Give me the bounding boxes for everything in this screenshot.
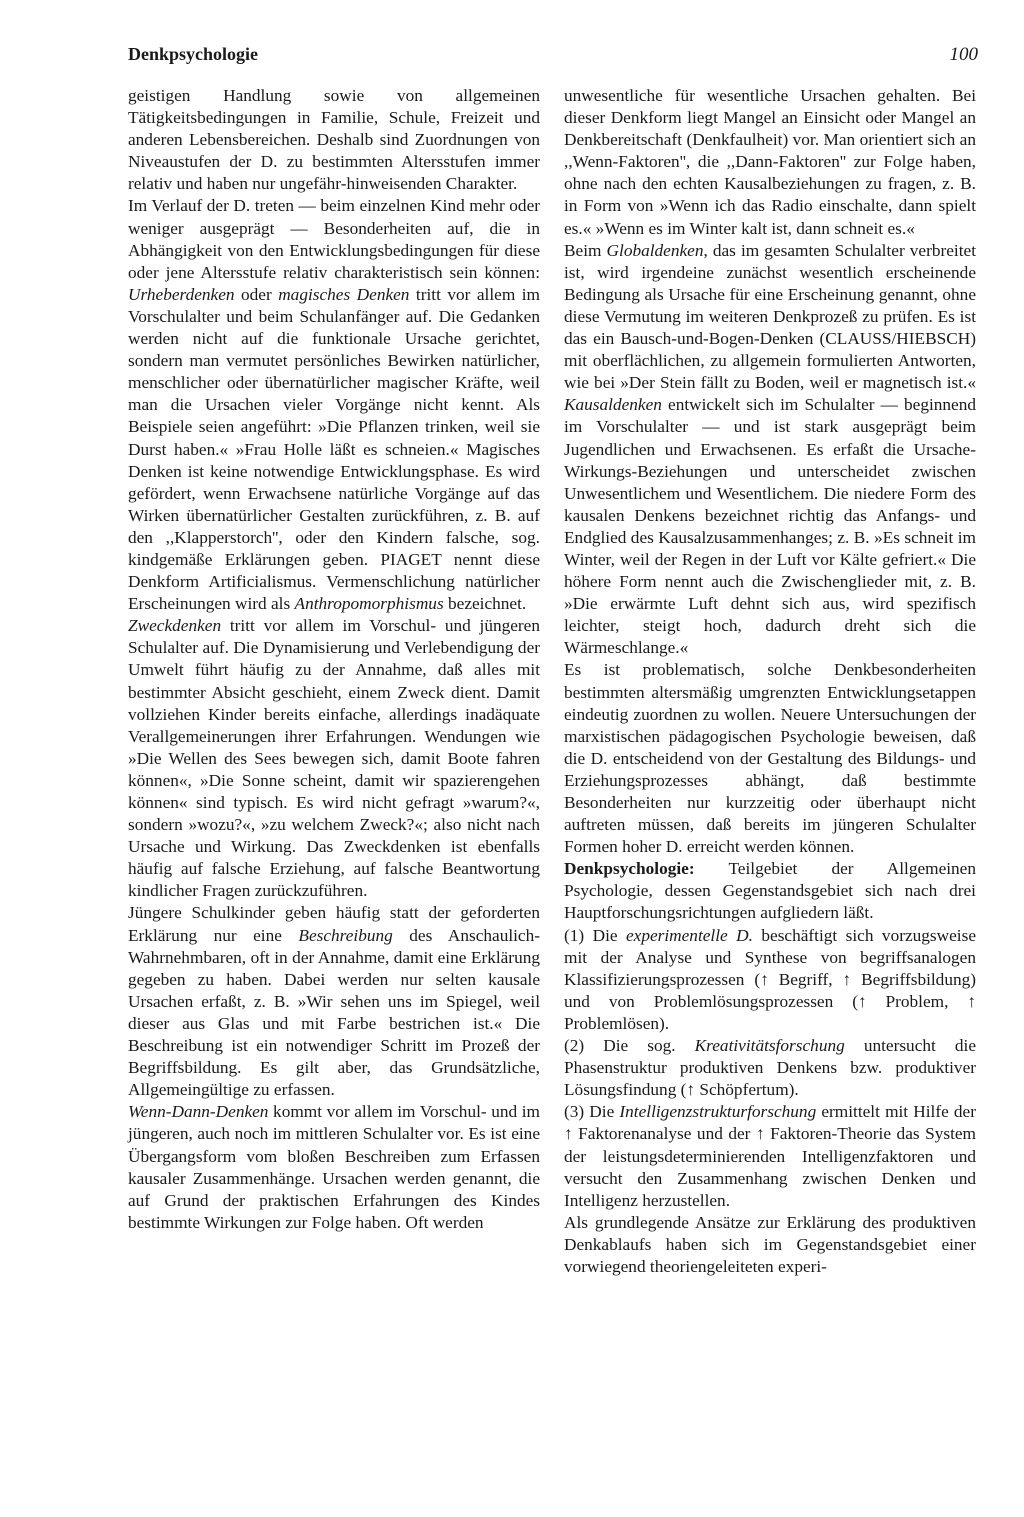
term: Kausaldenken [564, 395, 662, 415]
text-run: Es ist problematisch, solche Denkbesonderheiten bestimmten altersmäßig umgrenzten Entwicklungsetappen eindeutig zuordnen zu wollen. Neuere Untersuchungen der marxistischen pädagogischen Psychologie beweisen, daß die D. entscheidend von der Gestaltung des Bildungs- und Erziehungsprozesses abhängt, daß bestimmte Besonderheiten nur kurzzeitig oder überhaupt nicht auftreten müssen, daß bereits im jüngeren Schulalter Formen hoher D. erreicht werden können. [564, 660, 976, 857]
term: Wenn-Dann-Denken [128, 1102, 269, 1122]
term: Urheberdenken [128, 284, 235, 304]
text-run: (1) Die [564, 925, 626, 945]
page-header [128, 44, 978, 70]
list-item [564, 925, 976, 1035]
paragraph-beschreibung [128, 902, 540, 1101]
term: Anthropomorphismus [294, 594, 444, 614]
right-column [564, 85, 976, 1278]
term: Beschreibung [298, 925, 393, 945]
entry-headword: Denkpsychologie: [564, 859, 695, 879]
left-column [128, 85, 540, 1234]
term: Kreativitätsforschung [694, 1036, 845, 1056]
text-run: Im Verlauf der D. treten — beim einzelnen Kind mehr oder weniger ausgeprägt — Besonderheiten auf, die in Abhängigkeit von den Entwicklungsbedingungen für diese oder jene Altersstufe relativ charakteristisch sein können: [128, 196, 540, 282]
paragraph [564, 85, 976, 240]
dictionary-entry [564, 858, 976, 924]
page-number: 100 [949, 44, 978, 65]
list-item [564, 1101, 976, 1211]
paragraph-globaldenken [564, 240, 976, 660]
paragraph-wenn-dann-denken [128, 1101, 540, 1234]
text-run: , das im gesamten Schulalter verbreitet ist, wird irgendeine zunächst wesentlich erscheinende Bedingung als Ursache für eine Erscheinung genannt, ohne diese Vermutung im weiteren Denkprozeß zu prüfen. Es ist das ein Bausch-und-Bogen-Denken (CLAUSS/HIEBSCH) mit oberflächlichen, zu allgemein formulierten Antworten, wie bei »Der Stein fällt zu Boden, weil er magnetisch ist.« [564, 240, 976, 393]
paragraph [564, 659, 976, 858]
text-run: bezeichnet. [443, 594, 527, 614]
paragraph [128, 85, 540, 195]
text-run: ermittelt mit Hilfe der ↑ Faktorenanalyse und der ↑ Faktoren-Theorie das System der leistungsdeterminierenden Intelligenzfaktoren und versucht den Zusammenhang zwischen Denken und Intelligenz herzustellen. [564, 1102, 976, 1210]
text-run: tritt vor allem im Vorschul- und jüngeren Schulalter auf. Die Dynamisierung und Verlebendigung der Umwelt führt häufig zu der Annahme, daß alles mit bestimmter Absicht geschieht, einem Zweck dient. Damit vollziehen Kinder bereits einfache, allerdings inadäquate Verallgemeinerungen ihrer Erfahrungen. Wendungen wie »Die Wellen des Sees bewegen sich, damit Boote fahren können«, »Die Sonne scheint, damit wir spazierengehen können« sind typisch. Es wird nicht gefragt »warum?«, sondern »wozu?«, »zu welchem Zweck?«; also nicht nach Ursache und Wirkung. Das Zweckdenken ist ebenfalls häufig auf falsche Erziehung, auf falsche Beantwortung kindlicher Fragen zurückzuführen. [128, 616, 540, 901]
text-run: entwickelt sich im Schulalter — beginnend im Vorschulalter — und ist stark ausgeprägt beim Jugendlichen und Erwachsenen. Es erfaßt die Ursache-Wirkungs-Beziehungen und unterscheidet zwischen Unwesentlichem und Wesentlichem. Die niedere Form des kausalen Denkens bezeichnet richtig das Anfangs- und Endglied des Kausalzusammenhanges; z. B. »Es schneit im Winter, weil der Regen in der Luft vor Kälte gefriert.« Die höhere Form nennt auch die Zwischenglieder mit, z. B. »Die erwärmte Luft dehnt sich aus, wird spezifisch leichter, steigt hoch, dadurch dreht sich die Wärmeschlange.« [564, 395, 976, 658]
paragraph [564, 1212, 976, 1278]
text-run: geistigen Handlung sowie von allgemeinen Tätigkeitsbedingungen in Familie, Schule, Freizeit und anderen Lebensbereichen. Deshalb sind Zuordnungen von Niveaustufen der D. zu bestimmten Altersstufen immer relativ und haben nur ungefähr-hinweisenden Charakter. [128, 86, 540, 194]
text-run: oder [234, 284, 279, 304]
text-run: tritt vor allem im Vorschulalter und beim Schulanfänger auf. Die Gedanken werden nicht auf die funktionale Ursache gerichtet, sondern man vermutet persönliches Bewirken natürlicher, menschlicher oder übernatürlicher magischer Kräfte, weil man die Ursachen vieler Vorgänge nicht kennt. Als Beispiele seien angeführt: »Die Pflanzen trinken, weil sie Durst haben.« »Frau Holle läßt es schneien.« Magisches Denken ist keine notwendige Entwicklungsphase. Es wird gefördert, wenn Erwachsene natürliche Vorgänge auf das Wirken übernatürlicher Gestalten zurückführen, z. B. auf den ,,Klapperstorch'', oder den Kindern falsche, sog. kindgemäße Erklärungen geben. PIAGET nennt diese Denkform Artificialismus. Vermenschlichung natürlicher Erscheinungen wird als [128, 284, 540, 614]
text-run: (2) Die sog. [564, 1036, 695, 1056]
text-run: Beim [564, 240, 607, 260]
text-run: unwesentliche für wesentliche Ursachen gehalten. Bei dieser Denkform liegt Mangel an Einsicht oder Mangel an Denkbereitschaft (Denkfaulheit) vor. Man orientiert sich an ,,Wenn-Faktoren'', die ,,Dann-Faktoren'' zur Folge haben, ohne nach den echten Kausalbeziehungen zu fragen, z. B. in Form von »Wenn ich das Radio einschalte, dann spielt es.« »Wenn es im Winter kalt ist, dann schneit es.« [564, 86, 976, 238]
term: Globaldenken [606, 240, 704, 260]
text-run: Jüngere Schulkinder geben häufig statt der geforderten Erklärung nur eine [128, 903, 540, 945]
text-run: beschäftigt sich vorzugsweise mit der Analyse und Synthese von begriffsanalogen Klassifizierungsprozessen (↑ Begriff, ↑ Begriffsbildung) und von Problemlösungsprozessen (↑ Problem, ↑ Problemlösen). [564, 925, 976, 1033]
text-run: Als grundlegende Ansätze zur Erklärung des produktiven Denkablaufs haben sich im Gegenstandsgebiet einer vorwiegend theoriengeleiteten experi- [564, 1212, 976, 1276]
term: Zweckdenken [128, 616, 222, 636]
text-run: kommt vor allem im Vorschul- und im jüngeren, auch noch im mittleren Schulalter vor. Es ist eine Übergangsform vom bloßen Beschreiben zum Erfassen kausaler Zusammenhänge. Ursachen werden genannt, die auf Grund der praktischen Erfahrungen des Kindes bestimmte Wirkungen zur Folge haben. Oft werden [128, 1102, 540, 1232]
list-item [564, 1035, 976, 1101]
text-run: Teilgebiet der Allgemeinen Psychologie, dessen Gegenstandsgebiet sich nach drei Hauptforschungsrichtungen aufgliedern läßt. [564, 859, 976, 923]
term: Intelligenzstrukturforschung [619, 1102, 817, 1122]
running-head: Denkpsychologie [128, 44, 259, 64]
text-run: (3) Die [564, 1102, 620, 1122]
text-run: des Anschaulich-Wahrnehmbaren, oft in der Annahme, damit eine Erklärung gegeben zu haben. Dabei werden nur selten kausale Ursachen erfaßt, z. B. »Wir sehen uns im Spiegel, weil dieser aus Glas und mit Farbe bestrichen ist.« Die Beschreibung ist ein notwendiger Schritt im Prozeß der Begriffsbildung. Es gilt aber, das Grundsätzliche, Allgemeingültige zu erfassen. [128, 925, 540, 1100]
term: experimentelle D. [625, 925, 753, 945]
term: magisches Denken [278, 284, 410, 304]
paragraph-zweckdenken [128, 615, 540, 902]
paragraph-urheberdenken [128, 195, 540, 615]
text-run: untersucht die Phasenstruktur produktiven Denkens bzw. produktiver Lösungsfindung (↑ Schöpfertum). [564, 1036, 976, 1100]
